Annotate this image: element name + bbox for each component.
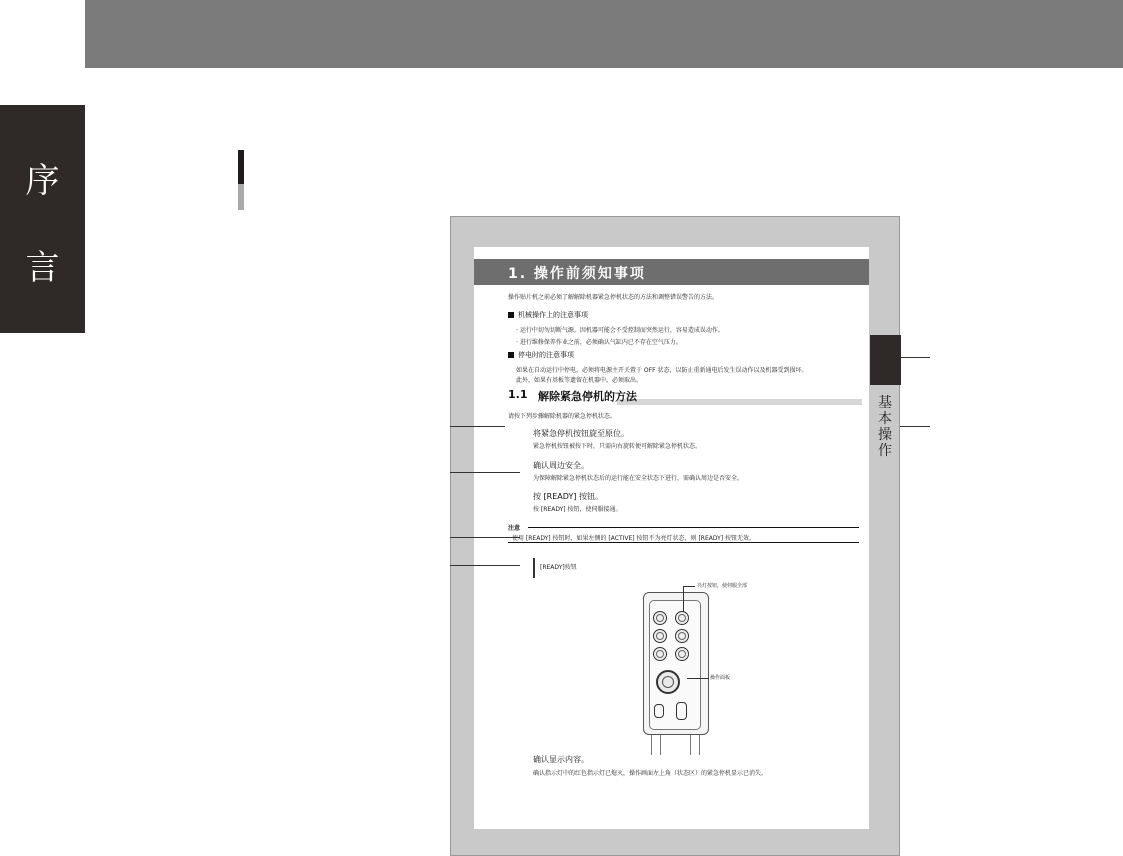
figure-label-panel: 操作面板 bbox=[710, 675, 731, 681]
section1-bullet-2: · 进行维修保养作业之前，必须确认气缸内已不存在空气压力。 bbox=[516, 339, 682, 346]
step4-title: 确认显示内容。 bbox=[533, 755, 589, 764]
subsection-underline bbox=[617, 399, 862, 405]
section-accent-bar bbox=[238, 150, 244, 210]
step2-desc: 为保障解除紧急停机状态后的运行能在安全状态下进行，需确认周边是否安全。 bbox=[533, 475, 744, 482]
note-top-rule bbox=[528, 527, 859, 528]
panel-leg bbox=[690, 735, 700, 755]
square-bullet-icon bbox=[508, 352, 514, 358]
section2-line-1: 如果在自动运行中停电，必须将电源主开关置于 OFF 状态，以防止重新通电后发生误动作以及机器受到损坏。 bbox=[516, 367, 808, 374]
callout-line-note bbox=[450, 537, 520, 538]
chapter-tab[interactable] bbox=[0, 105, 85, 333]
figure-leader-panel bbox=[687, 678, 709, 679]
figure-leader-top bbox=[683, 586, 695, 587]
section2-title: 停电时的注意事项 bbox=[508, 350, 574, 360]
step3-title: 按 [READY] 按钮。 bbox=[533, 492, 604, 501]
top-banner bbox=[85, 0, 1123, 68]
note-text: 使用 [READY] 按钮时，如果左侧的 [ACTIVE] 按钮不为亮灯状态，则 [READY] 按钮无效。 bbox=[512, 535, 756, 542]
section1-title: 机械操作上的注意事项 bbox=[508, 310, 588, 320]
page-heading: 1. 操作前须知事项 bbox=[508, 266, 646, 282]
note-label: 注意 bbox=[508, 525, 521, 532]
thumbnail-right-tab-label: 基本操作 bbox=[878, 395, 892, 459]
step1-desc: 紧急停机按钮被按下时，只需向右旋转便可解除紧急停机状态。 bbox=[533, 443, 702, 450]
square-bullet-icon bbox=[508, 312, 514, 318]
panel-button-icon bbox=[653, 629, 667, 643]
panel-leg bbox=[651, 735, 661, 755]
step2-title: 确认周边安全。 bbox=[533, 461, 589, 470]
thumbnail-right-tab-marker bbox=[870, 335, 901, 385]
step4-desc: 确认指示灯中的红色指示灯已熄灭，操作画面左上角（状态区）的紧急停机显示已消失。 bbox=[533, 770, 768, 777]
subsection-title: 解除紧急停机的方法 bbox=[538, 390, 637, 403]
step3-desc: 按 [READY] 按钮，使伺服接通。 bbox=[533, 506, 622, 513]
intro-text: 操作贴片机之前必须了解解除机器紧急停机状态的方法和调整错误警告的方法。 bbox=[508, 294, 719, 301]
emergency-stop-knob-icon bbox=[656, 670, 680, 694]
panel-button-icon bbox=[653, 647, 667, 661]
section2-line-2: 此外，如果有基板等遗留在机器中，必须取出。 bbox=[516, 377, 643, 384]
key-switch-icon bbox=[654, 704, 664, 718]
callout-line-figure bbox=[450, 565, 520, 566]
chapter-tab-char-2: 言 bbox=[25, 248, 60, 288]
figure-caption-bar bbox=[533, 558, 535, 578]
section1-bullet-1: · 运行中切勿切断气源。因机器可能会不受控制而突然运行，容易造成误动作。 bbox=[516, 327, 724, 334]
callout-line-step1 bbox=[450, 426, 505, 427]
figure-label-top: 亮灯按钮，使伺服全部 bbox=[697, 583, 748, 589]
note-bottom-rule bbox=[508, 542, 859, 543]
callout-line-tab-label bbox=[900, 426, 930, 427]
panel-button-icon bbox=[675, 629, 689, 643]
steps-intro: 请按下列步骤解除机器的紧急停机状态。 bbox=[508, 413, 617, 420]
ready-button-icon bbox=[675, 611, 689, 625]
step1-title: 将紧急停机按钮旋至原位。 bbox=[533, 429, 629, 438]
callout-line-tab-marker bbox=[900, 357, 930, 358]
subsection-number: 1.1 bbox=[508, 388, 528, 401]
figure-leader-vertical bbox=[683, 586, 684, 612]
chapter-tab-char-1: 序 bbox=[25, 161, 60, 201]
figure-caption: [READY]按钮 bbox=[540, 564, 577, 571]
callout-line-step2 bbox=[450, 472, 520, 473]
panel-button-icon bbox=[675, 647, 689, 661]
key-slot-icon bbox=[676, 702, 687, 720]
panel-button-icon bbox=[653, 611, 667, 625]
